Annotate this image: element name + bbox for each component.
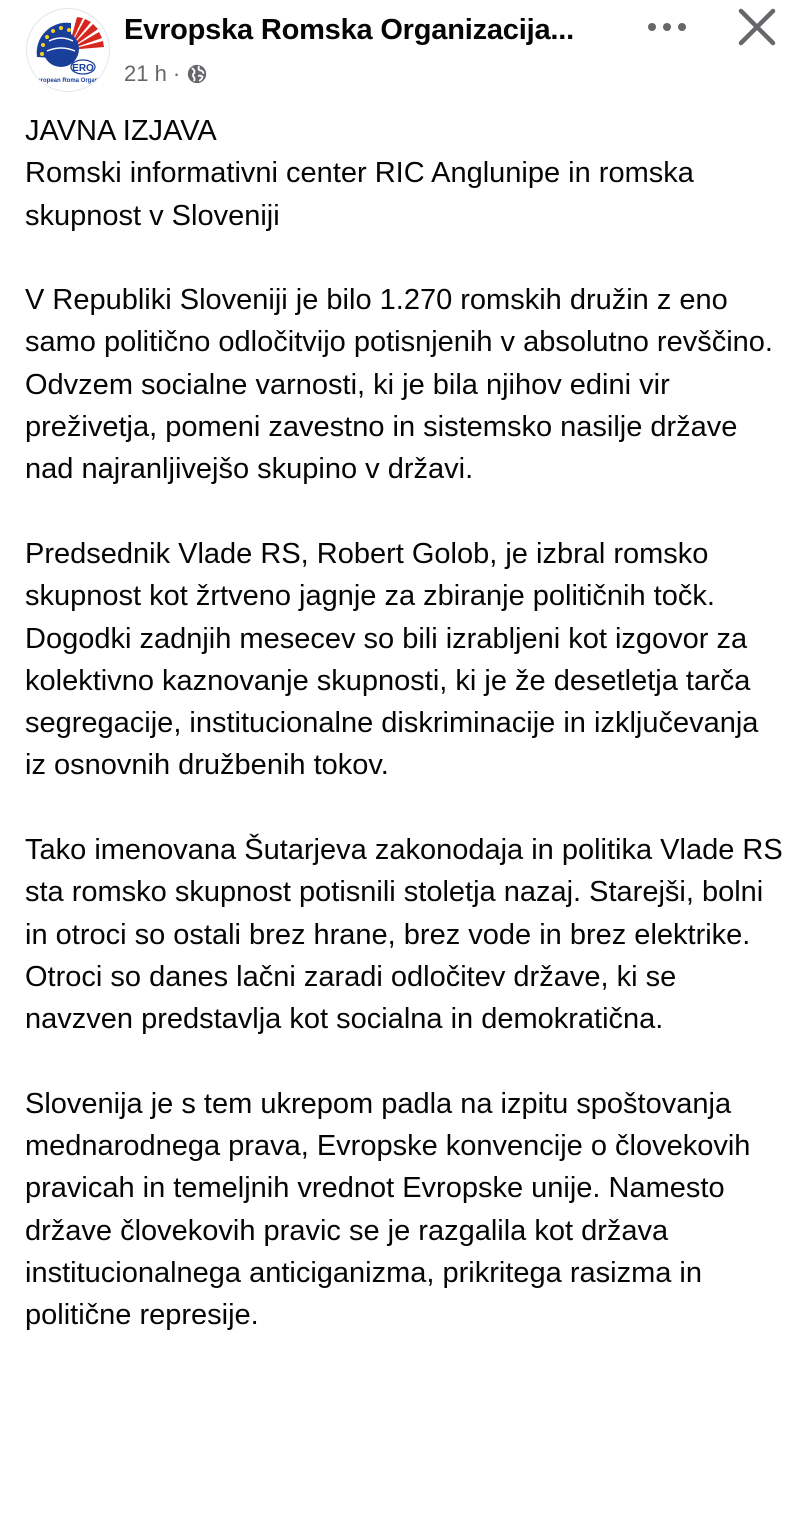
post-paragraph: Predsednik Vlade RS, Robert Golob, je izbral romsko skupnost kot žrtveno jagnje za zbiranje političnih točk. Dogodki zadnjih mesecev so bili izrabljeni kot izgovor za kolektivno kaznovanje skupnosti, ki je že desetletja tarča segregacije, institucionalne diskriminacije in izključevanja iz osnovnih družbenih tokov.: [25, 537, 759, 782]
ero-logo-icon: [27, 9, 109, 91]
more-options-icon: [647, 22, 687, 32]
page-name-link[interactable]: Evropska Romska Organizacija...: [124, 14, 574, 46]
post-paragraph: Slovenija je s tem ukrepom padla na izpitu spoštovanja mednarodnega prava, Evropske konvencije o človekovih pravicah in temeljnih vrednot Evropske unije. Namesto države človekovih pravic se je razgalila kot država institucionalnega anticiganizma, prikritega rasizma in politične represije.: [25, 1087, 751, 1332]
more-options-button[interactable]: [640, 12, 694, 42]
post-meta: [124, 60, 208, 88]
post-paragraph: V Republiki Sloveniji je bilo 1.270 romskih družin z eno samo politično odločitvijo potisnjenih v absolutno revščino. Odvzem socialne varnosti, ki je bila njihov edini vir preživetja, pomeni zavestno in sistemsko nasilje države nad najranljivejšo skupino v državi.: [25, 284, 773, 486]
page-avatar[interactable]: [26, 8, 110, 92]
post-timestamp[interactable]: 21 h: [124, 61, 167, 86]
logo-subtext: European Roma Organiz: [32, 78, 104, 84]
globe-icon: [186, 63, 208, 85]
logo-text: ERO: [72, 63, 94, 74]
meta-separator: ·: [172, 61, 181, 86]
close-icon: [737, 7, 777, 47]
post-header: [0, 0, 798, 100]
post-body: [25, 110, 785, 1337]
post-paragraph: Tako imenovana Šutarjeva zakonodaja in politika Vlade RS sta romsko skupnost potisnili stoletja nazaj. Starejši, bolni in otroci so ostali brez hrane, brez vode in brez elektrike. Otroci so danes lačni zaradi odločitev države, ki se navzven predstavlja kot socialna in demokratična.: [25, 834, 783, 1036]
post-paragraph-title: JAVNA IZJAVA Romski informativni center RIC Anglunipe in romska skupnost v Sloveniji: [25, 115, 694, 232]
close-button[interactable]: [734, 4, 780, 50]
